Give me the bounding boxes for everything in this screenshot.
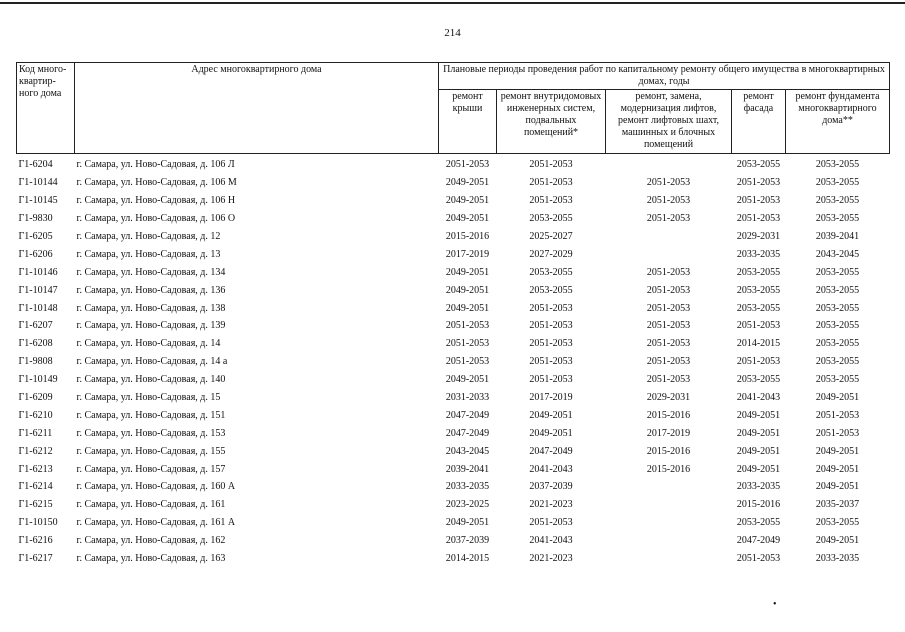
header-foundation: ремонт фундамента многоквартирного дома** <box>786 90 890 154</box>
cell-address: г. Самара, ул. Ново-Садовая, д. 153 <box>76 427 226 439</box>
cell-facade: 2053-2055 <box>736 159 781 171</box>
cell-address: г. Самара, ул. Ново-Садовая, д. 14 а <box>76 356 228 368</box>
cell-facade: 2053-2055 <box>736 284 781 296</box>
table-row <box>17 478 890 496</box>
cell-roof: 2023-2025 <box>445 499 490 511</box>
cell-elevators: 2015-2016 <box>646 409 691 421</box>
cell-elevators: 2051-2053 <box>646 338 691 350</box>
cell-code: Г1-6210 <box>18 409 53 421</box>
cell-address: г. Самара, ул. Ново-Садовая, д. 106 Н <box>76 195 236 207</box>
cell-address: г. Самара, ул. Ново-Садовая, д. 12 <box>76 231 221 242</box>
cell-engineering: 2021-2023 <box>529 499 573 511</box>
cell-code: Г1-10145 <box>18 195 58 207</box>
cell-roof: 2037-2039 <box>445 535 490 547</box>
cell-address: г. Самара, ул. Ново-Садовая, д. 161 <box>76 499 226 511</box>
cell-facade: 2033-2035 <box>736 481 781 493</box>
cell-facade: 2051-2053 <box>736 553 781 565</box>
cell-engineering: 2037-2039 <box>529 481 573 493</box>
cell-address: г. Самара, ул. Ново-Садовая, д. 138 <box>76 302 226 314</box>
table-row <box>17 389 890 407</box>
cell-engineering: 2051-2053 <box>529 195 573 207</box>
table-row <box>17 154 890 174</box>
cell-elevators: 2051-2053 <box>646 356 691 368</box>
cell-address: г. Самара, ул. Ново-Садовая, д. 162 <box>76 535 226 547</box>
cell-engineering: 2051-2053 <box>529 517 573 529</box>
cell-elevators: 2015-2016 <box>646 463 691 475</box>
cell-roof: 2049-2051 <box>445 177 490 189</box>
table-row <box>17 281 890 299</box>
cell-engineering: 2053-2055 <box>529 266 573 278</box>
cell-facade: 2051-2053 <box>736 177 781 189</box>
cell-address: г. Самара, ул. Ново-Садовая, д. 106 М <box>76 177 237 189</box>
cell-code: Г1-6211 <box>18 427 53 439</box>
cell-engineering: 2021-2023 <box>529 553 573 565</box>
cell-roof: 2015-2016 <box>445 231 490 242</box>
cell-address: г. Самара, ул. Ново-Садовая, д. 136 <box>76 284 226 296</box>
cell-roof: 2049-2051 <box>445 195 490 207</box>
cell-elevators <box>606 550 732 568</box>
cell-foundation: 2033-2035 <box>815 553 860 565</box>
cell-foundation: 2053-2055 <box>815 159 860 171</box>
cell-foundation: 2049-2051 <box>815 392 860 404</box>
cell-roof: 2039-2041 <box>445 463 490 475</box>
cell-foundation: 2051-2053 <box>815 427 860 439</box>
table-row <box>17 371 890 389</box>
table-row <box>17 245 890 263</box>
cell-facade: 2053-2055 <box>736 302 781 314</box>
header-code: Код много-квартир-ного дома <box>17 63 75 154</box>
table-row <box>17 532 890 550</box>
cell-address: г. Самара, ул. Ново-Садовая, д. 14 <box>76 338 221 350</box>
cell-roof: 2049-2051 <box>445 517 490 529</box>
cell-engineering: 2047-2049 <box>529 445 573 457</box>
header-facade: ремонт фасада <box>732 90 786 154</box>
cell-roof: 2049-2051 <box>445 284 490 296</box>
cell-code: Г1-10148 <box>18 302 58 314</box>
cell-code: Г1-10147 <box>18 284 58 296</box>
cell-engineering: 2027-2029 <box>529 248 573 260</box>
cell-foundation: 2035-2037 <box>815 499 860 511</box>
cell-roof: 2049-2051 <box>445 266 490 278</box>
cell-roof: 2051-2053 <box>445 320 490 332</box>
cell-facade: 2053-2055 <box>736 374 781 386</box>
cell-address: г. Самара, ул. Ново-Садовая, д. 151 <box>76 409 226 421</box>
cell-address: г. Самара, ул. Ново-Садовая, д. 163 <box>76 553 226 565</box>
cell-roof: 2049-2051 <box>445 302 490 314</box>
cell-address: г. Самара, ул. Ново-Садовая, д. 134 <box>76 266 226 278</box>
cell-facade: 2051-2053 <box>736 356 781 368</box>
cell-facade: 2029-2031 <box>736 231 781 242</box>
cell-facade: 2041-2043 <box>736 392 781 404</box>
cell-elevators: 2017-2019 <box>646 427 691 439</box>
table-row <box>17 353 890 371</box>
cell-foundation: 2053-2055 <box>815 338 860 350</box>
cell-address: г. Самара, ул. Ново-Садовая, д. 106 Л <box>76 159 235 171</box>
cell-foundation: 2053-2055 <box>815 356 860 368</box>
cell-engineering: 2051-2053 <box>529 320 573 332</box>
table-row <box>17 174 890 192</box>
cell-foundation: 2049-2051 <box>815 463 860 475</box>
header-elevators: ремонт, замена, модернизация лифтов, ремонт лифтовых шахт, машинных и блочных помещений <box>606 90 732 154</box>
cell-code: Г1-10149 <box>18 374 58 386</box>
cell-foundation: 2053-2055 <box>815 195 860 207</box>
cell-facade: 2047-2049 <box>736 535 781 547</box>
cell-elevators: 2051-2053 <box>646 177 691 189</box>
cell-engineering: 2051-2053 <box>529 356 573 368</box>
cell-facade: 2051-2053 <box>736 195 781 207</box>
cell-address: г. Самара, ул. Ново-Садовая, д. 139 <box>76 320 226 332</box>
cell-elevators: 2051-2053 <box>646 320 691 332</box>
cell-code: Г1-6207 <box>18 320 53 332</box>
table-row <box>17 550 890 568</box>
cell-code: Г1-6215 <box>18 499 53 511</box>
cell-address: г. Самара, ул. Ново-Садовая, д. 161 А <box>76 517 236 529</box>
cell-foundation: 2051-2053 <box>815 409 860 421</box>
cell-roof: 2049-2051 <box>445 374 490 386</box>
repair-schedule-table <box>16 62 890 567</box>
table-row <box>17 192 890 210</box>
cell-engineering: 2051-2053 <box>529 338 573 350</box>
table-row <box>17 335 890 353</box>
cell-code: Г1-10150 <box>18 517 58 529</box>
cell-roof: 2047-2049 <box>445 427 490 439</box>
cell-engineering: 2017-2019 <box>529 392 573 404</box>
cell-facade: 2049-2051 <box>736 427 781 439</box>
cell-roof: 2033-2035 <box>445 481 490 493</box>
cell-code: Г1-6216 <box>18 535 53 547</box>
table-row <box>17 424 890 442</box>
cell-roof: 2051-2053 <box>445 338 490 350</box>
cell-facade: 2053-2055 <box>736 517 781 529</box>
header-address: Адрес многоквартирного дома <box>75 63 439 154</box>
cell-facade: 2049-2051 <box>736 463 781 475</box>
cell-elevators: 2051-2053 <box>646 195 691 207</box>
cell-elevators: 2015-2016 <box>646 445 691 457</box>
cell-foundation: 2043-2045 <box>815 248 860 260</box>
cell-roof: 2031-2033 <box>445 392 490 404</box>
cell-engineering: 2049-2051 <box>529 409 573 421</box>
cell-facade: 2014-2015 <box>736 338 781 350</box>
cell-elevators: 2029-2031 <box>646 392 691 404</box>
cell-foundation: 2053-2055 <box>815 374 860 386</box>
cell-code: Г1-6214 <box>18 481 53 493</box>
cell-address: г. Самара, ул. Ново-Садовая, д. 140 <box>76 374 226 386</box>
cell-code: Г1-6206 <box>18 248 53 260</box>
table-row <box>17 442 890 460</box>
table-row <box>17 263 890 281</box>
cell-address: г. Самара, ул. Ново-Садовая, д. 106 О <box>76 213 236 225</box>
cell-roof: 2047-2049 <box>445 409 490 421</box>
cell-code: Г1-6209 <box>18 392 53 404</box>
cell-elevators <box>606 478 732 496</box>
cell-elevators: 2051-2053 <box>646 284 691 296</box>
header-periods-group: Плановые периоды проведения работ по капитальному ремонту общего имущества в многоквартирных домах, годы <box>439 63 890 90</box>
table-row <box>17 406 890 424</box>
cell-facade: 2053-2055 <box>736 266 781 278</box>
cell-engineering: 2041-2043 <box>529 535 573 547</box>
cell-engineering: 2051-2053 <box>529 159 573 171</box>
cell-engineering: 2025-2027 <box>529 231 573 242</box>
cell-roof: 2017-2019 <box>445 248 490 260</box>
cell-elevators: 2051-2053 <box>646 374 691 386</box>
cell-code: Г1-9808 <box>18 356 53 368</box>
table-body <box>17 154 890 568</box>
cell-address: г. Самара, ул. Ново-Садовая, д. 155 <box>76 445 226 457</box>
cell-facade: 2049-2051 <box>736 445 781 457</box>
cell-elevators <box>606 496 732 514</box>
cell-roof: 2051-2053 <box>445 159 490 171</box>
cell-foundation: 2053-2055 <box>815 517 860 529</box>
stray-mark: • <box>773 599 777 610</box>
cell-address: г. Самара, ул. Ново-Садовая, д. 160 А <box>76 481 236 493</box>
cell-foundation: 2053-2055 <box>815 177 860 189</box>
cell-roof: 2014-2015 <box>445 553 490 565</box>
cell-elevators <box>606 532 732 550</box>
cell-engineering: 2053-2055 <box>529 284 573 296</box>
cell-foundation: 2049-2051 <box>815 535 860 547</box>
cell-engineering: 2053-2055 <box>529 213 573 225</box>
cell-elevators <box>606 245 732 263</box>
cell-code: Г1-6204 <box>18 159 53 171</box>
cell-facade: 2051-2053 <box>736 213 781 225</box>
cell-code: Г1-6217 <box>18 553 53 565</box>
cell-facade: 2051-2053 <box>736 320 781 332</box>
cell-elevators <box>606 154 732 174</box>
cell-foundation: 2053-2055 <box>815 213 860 225</box>
table-row <box>17 514 890 532</box>
cell-elevators: 2051-2053 <box>646 302 691 314</box>
cell-foundation: 2053-2055 <box>815 284 860 296</box>
cell-elevators: 2051-2053 <box>646 213 691 225</box>
cell-foundation: 2049-2051 <box>815 481 860 493</box>
cell-facade: 2033-2035 <box>736 248 781 260</box>
cell-address: г. Самара, ул. Ново-Садовая, д. 13 <box>76 248 221 260</box>
cell-foundation: 2049-2051 <box>815 445 860 457</box>
page-number: 214 <box>444 27 461 39</box>
header-engineering: ремонт внутридомовых инженерных систем, подвальных помещений* <box>497 90 606 154</box>
cell-address: г. Самара, ул. Ново-Садовая, д. 157 <box>76 463 226 475</box>
cell-engineering: 2051-2053 <box>529 302 573 314</box>
table-row <box>17 299 890 317</box>
cell-code: Г1-9830 <box>18 213 53 225</box>
cell-engineering: 2051-2053 <box>529 374 573 386</box>
cell-code: Г1-10144 <box>18 177 58 189</box>
cell-facade: 2015-2016 <box>736 499 781 511</box>
cell-roof: 2049-2051 <box>445 213 490 225</box>
cell-foundation: 2053-2055 <box>815 302 860 314</box>
cell-engineering: 2049-2051 <box>529 427 573 439</box>
cell-roof: 2043-2045 <box>445 445 490 457</box>
cell-facade: 2049-2051 <box>736 409 781 421</box>
table-row <box>17 210 890 228</box>
cell-code: Г1-6213 <box>18 463 53 475</box>
cell-engineering: 2051-2053 <box>529 177 573 189</box>
table-row <box>17 317 890 335</box>
table-row <box>17 460 890 478</box>
cell-code: Г1-6212 <box>18 445 53 457</box>
header-roof: ремонт крыши <box>439 90 497 154</box>
cell-elevators <box>606 514 732 532</box>
table-row <box>17 228 890 246</box>
cell-foundation: 2053-2055 <box>815 320 860 332</box>
cell-code: Г1-10146 <box>18 266 58 278</box>
cell-code: Г1-6208 <box>18 338 53 350</box>
cell-address: г. Самара, ул. Ново-Садовая, д. 15 <box>76 392 221 404</box>
cell-engineering: 2041-2043 <box>529 463 573 475</box>
table-row <box>17 496 890 514</box>
cell-foundation: 2039-2041 <box>815 231 860 242</box>
cell-foundation: 2053-2055 <box>815 266 860 278</box>
cell-roof: 2051-2053 <box>445 356 490 368</box>
top-rule <box>0 2 905 4</box>
cell-elevators <box>606 228 732 246</box>
cell-code: Г1-6205 <box>18 231 53 242</box>
cell-elevators: 2051-2053 <box>646 266 691 278</box>
